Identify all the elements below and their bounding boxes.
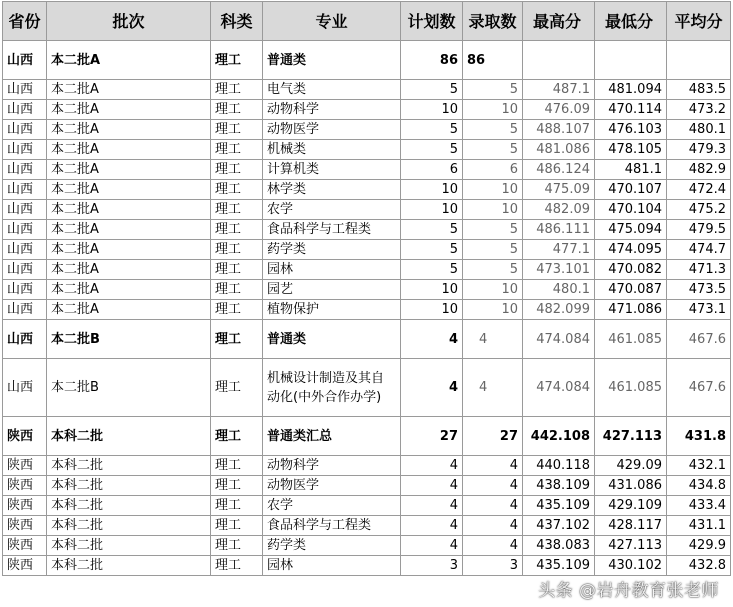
cell-max: 473.101: [523, 260, 595, 280]
cell-batch: 本科二批: [47, 536, 211, 556]
cell-admitted: 4: [463, 476, 523, 496]
cell-major: 普通类汇总: [263, 417, 401, 456]
cell-admitted: 10: [463, 200, 523, 220]
cell-max: 477.1: [523, 240, 595, 260]
table-row: [3, 100, 731, 120]
cell-batch: 本二批A: [47, 260, 211, 280]
cell-max: 440.118: [523, 456, 595, 476]
cell-plan: 5: [401, 140, 463, 160]
cell-province: 山西: [3, 140, 47, 160]
cell-major: 计算机类: [263, 160, 401, 180]
cell-admitted: 10: [463, 180, 523, 200]
cell-min: 470.114: [595, 100, 667, 120]
cell-batch: 本二批A: [47, 280, 211, 300]
table-row: [3, 120, 731, 140]
cell-batch: 本科二批: [47, 456, 211, 476]
cell-province: 山西: [3, 359, 47, 417]
cell-plan: 86: [401, 41, 463, 80]
cell-category: 理工: [211, 160, 263, 180]
cell-category: 理工: [211, 140, 263, 160]
cell-major: 药学类: [263, 536, 401, 556]
cell-min: 427.113: [595, 417, 667, 456]
cell-admitted: 4: [463, 320, 523, 359]
cell-province: 山西: [3, 260, 47, 280]
cell-admitted: 6: [463, 160, 523, 180]
cell-admitted: 10: [463, 100, 523, 120]
cell-avg: 434.8: [667, 476, 731, 496]
cell-category: 理工: [211, 220, 263, 240]
cell-plan: 10: [401, 280, 463, 300]
cell-category: 理工: [211, 556, 263, 576]
cell-batch: 本二批A: [47, 120, 211, 140]
cell-major: 食品科学与工程类: [263, 516, 401, 536]
cell-admitted: 4: [463, 536, 523, 556]
cell-batch: 本二批A: [47, 240, 211, 260]
cell-max: 435.109: [523, 496, 595, 516]
cell-category: 理工: [211, 516, 263, 536]
cell-plan: 5: [401, 240, 463, 260]
cell-plan: 4: [401, 536, 463, 556]
admission-scores-table: [2, 1, 731, 576]
cell-plan: 4: [401, 496, 463, 516]
cell-category: 理工: [211, 120, 263, 140]
cell-min: 470.087: [595, 280, 667, 300]
cell-batch: 本二批A: [47, 140, 211, 160]
header-admitted: 录取数: [463, 2, 523, 41]
cell-major: 动物科学: [263, 100, 401, 120]
header-avg: 平均分: [667, 2, 731, 41]
cell-category: 理工: [211, 280, 263, 300]
cell-batch: 本科二批: [47, 516, 211, 536]
cell-avg: 431.1: [667, 516, 731, 536]
table-row: [3, 180, 731, 200]
cell-plan: 4: [401, 456, 463, 476]
cell-category: 理工: [211, 200, 263, 220]
header-max: 最高分: [523, 2, 595, 41]
cell-category: 理工: [211, 180, 263, 200]
table-row: [3, 220, 731, 240]
cell-avg: 480.1: [667, 120, 731, 140]
cell-avg: 432.1: [667, 456, 731, 476]
cell-avg: [667, 41, 731, 80]
table-row: [3, 260, 731, 280]
table-row: [3, 456, 731, 476]
cell-batch: 本二批A: [47, 41, 211, 80]
cell-plan: 4: [401, 320, 463, 359]
cell-major: 林学类: [263, 180, 401, 200]
cell-max: 480.1: [523, 280, 595, 300]
cell-max: 435.109: [523, 556, 595, 576]
header-plan: 计划数: [401, 2, 463, 41]
cell-min: 481.1: [595, 160, 667, 180]
cell-avg: 474.7: [667, 240, 731, 260]
table-row: [3, 536, 731, 556]
cell-max: 476.09: [523, 100, 595, 120]
cell-plan: 5: [401, 220, 463, 240]
cell-category: 理工: [211, 320, 263, 359]
cell-batch: 本二批A: [47, 180, 211, 200]
cell-avg: 479.5: [667, 220, 731, 240]
cell-major: 动物医学: [263, 476, 401, 496]
cell-avg: 467.6: [667, 320, 731, 359]
cell-plan: 10: [401, 180, 463, 200]
cell-batch: 本科二批: [47, 417, 211, 456]
cell-admitted: 4: [463, 516, 523, 536]
table-row: [3, 556, 731, 576]
cell-plan: 5: [401, 120, 463, 140]
cell-min: 476.103: [595, 120, 667, 140]
cell-plan: 4: [401, 359, 463, 417]
cell-min: 429.109: [595, 496, 667, 516]
cell-major: 动物科学: [263, 456, 401, 476]
table-row: [3, 280, 731, 300]
cell-province: 山西: [3, 320, 47, 359]
cell-admitted: 5: [463, 240, 523, 260]
cell-major: 农学: [263, 496, 401, 516]
cell-avg: 429.9: [667, 536, 731, 556]
cell-max: 481.086: [523, 140, 595, 160]
watermark: 头条 @岩舟教育张老师: [538, 581, 719, 601]
cell-admitted: 27: [463, 417, 523, 456]
cell-avg: 473.1: [667, 300, 731, 320]
cell-max: 487.1: [523, 80, 595, 100]
cell-category: 理工: [211, 41, 263, 80]
cell-major: 农学: [263, 200, 401, 220]
cell-max: 442.108: [523, 417, 595, 456]
cell-max: [523, 41, 595, 80]
table-row: [3, 300, 731, 320]
cell-major: 园艺: [263, 280, 401, 300]
cell-major: 食品科学与工程类: [263, 220, 401, 240]
cell-max: 438.083: [523, 536, 595, 556]
cell-category: 理工: [211, 300, 263, 320]
cell-avg: 483.5: [667, 80, 731, 100]
cell-max: 437.102: [523, 516, 595, 536]
cell-major: 普通类: [263, 320, 401, 359]
cell-batch: 本二批A: [47, 160, 211, 180]
cell-category: 理工: [211, 100, 263, 120]
cell-batch: 本二批A: [47, 100, 211, 120]
cell-admitted: 4: [463, 359, 523, 417]
cell-batch: 本二批B: [47, 359, 211, 417]
cell-province: 陕西: [3, 556, 47, 576]
cell-province: 山西: [3, 80, 47, 100]
cell-batch: 本二批A: [47, 220, 211, 240]
header-min: 最低分: [595, 2, 667, 41]
cell-plan: 6: [401, 160, 463, 180]
cell-category: 理工: [211, 80, 263, 100]
table-row: [3, 359, 731, 417]
cell-province: 山西: [3, 200, 47, 220]
cell-major: 机械类: [263, 140, 401, 160]
cell-min: 461.085: [595, 359, 667, 417]
cell-admitted: 5: [463, 120, 523, 140]
cell-category: 理工: [211, 496, 263, 516]
table-row: [3, 41, 731, 80]
cell-batch: 本科二批: [47, 556, 211, 576]
cell-batch: 本二批A: [47, 80, 211, 100]
table-row: [3, 476, 731, 496]
cell-admitted: 10: [463, 280, 523, 300]
cell-max: 482.09: [523, 200, 595, 220]
cell-province: 陕西: [3, 417, 47, 456]
cell-admitted: 5: [463, 140, 523, 160]
cell-category: 理工: [211, 359, 263, 417]
cell-province: 山西: [3, 300, 47, 320]
cell-province: 山西: [3, 220, 47, 240]
cell-major: 机械设计制造及其自动化(中外合作办学): [263, 359, 401, 417]
cell-min: 470.082: [595, 260, 667, 280]
cell-min: 470.104: [595, 200, 667, 220]
cell-province: 山西: [3, 100, 47, 120]
cell-batch: 本二批B: [47, 320, 211, 359]
cell-max: 486.124: [523, 160, 595, 180]
cell-max: 488.107: [523, 120, 595, 140]
table-row: [3, 320, 731, 359]
cell-max: 482.099: [523, 300, 595, 320]
cell-min: 427.113: [595, 536, 667, 556]
cell-min: 430.102: [595, 556, 667, 576]
cell-province: 山西: [3, 41, 47, 80]
cell-max: 438.109: [523, 476, 595, 496]
cell-plan: 27: [401, 417, 463, 456]
cell-major: 电气类: [263, 80, 401, 100]
cell-avg: 473.2: [667, 100, 731, 120]
cell-province: 山西: [3, 280, 47, 300]
cell-min: 429.09: [595, 456, 667, 476]
cell-avg: 467.6: [667, 359, 731, 417]
cell-plan: 4: [401, 476, 463, 496]
table-row: [3, 240, 731, 260]
cell-avg: 479.3: [667, 140, 731, 160]
cell-major: 药学类: [263, 240, 401, 260]
cell-major: 动物医学: [263, 120, 401, 140]
cell-batch: 本科二批: [47, 476, 211, 496]
cell-admitted: 5: [463, 220, 523, 240]
cell-plan: 5: [401, 80, 463, 100]
table-row: [3, 417, 731, 456]
cell-avg: 431.8: [667, 417, 731, 456]
cell-major: 普通类: [263, 41, 401, 80]
cell-province: 山西: [3, 120, 47, 140]
cell-province: 陕西: [3, 536, 47, 556]
cell-batch: 本科二批: [47, 496, 211, 516]
cell-province: 陕西: [3, 476, 47, 496]
cell-avg: 473.5: [667, 280, 731, 300]
cell-batch: 本二批A: [47, 300, 211, 320]
cell-plan: 3: [401, 556, 463, 576]
cell-max: 486.111: [523, 220, 595, 240]
cell-plan: 10: [401, 200, 463, 220]
cell-province: 陕西: [3, 456, 47, 476]
table-row: [3, 200, 731, 220]
cell-province: 陕西: [3, 496, 47, 516]
cell-min: 471.086: [595, 300, 667, 320]
cell-min: 481.094: [595, 80, 667, 100]
cell-major: 园林: [263, 556, 401, 576]
cell-admitted: 4: [463, 496, 523, 516]
cell-admitted: 3: [463, 556, 523, 576]
header-row: [3, 2, 731, 41]
cell-min: [595, 41, 667, 80]
cell-max: 474.084: [523, 359, 595, 417]
table-row: [3, 160, 731, 180]
cell-admitted: 5: [463, 260, 523, 280]
cell-avg: 433.4: [667, 496, 731, 516]
cell-admitted: 4: [463, 456, 523, 476]
cell-plan: 4: [401, 516, 463, 536]
header-major: 专业: [263, 2, 401, 41]
header-province: 省份: [3, 2, 47, 41]
cell-category: 理工: [211, 536, 263, 556]
cell-province: 山西: [3, 160, 47, 180]
cell-category: 理工: [211, 456, 263, 476]
cell-plan: 10: [401, 100, 463, 120]
cell-avg: 432.8: [667, 556, 731, 576]
cell-min: 428.117: [595, 516, 667, 536]
cell-max: 474.084: [523, 320, 595, 359]
cell-min: 461.085: [595, 320, 667, 359]
header-category: 科类: [211, 2, 263, 41]
cell-major: 园林: [263, 260, 401, 280]
cell-min: 474.095: [595, 240, 667, 260]
cell-batch: 本二批A: [47, 200, 211, 220]
cell-min: 431.086: [595, 476, 667, 496]
cell-province: 陕西: [3, 516, 47, 536]
cell-admitted: 86: [463, 41, 523, 80]
cell-category: 理工: [211, 476, 263, 496]
cell-admitted: 10: [463, 300, 523, 320]
cell-admitted: 5: [463, 80, 523, 100]
cell-category: 理工: [211, 260, 263, 280]
cell-category: 理工: [211, 417, 263, 456]
header-batch: 批次: [47, 2, 211, 41]
cell-province: 山西: [3, 240, 47, 260]
cell-min: 470.107: [595, 180, 667, 200]
table-row: [3, 140, 731, 160]
cell-province: 山西: [3, 180, 47, 200]
cell-plan: 5: [401, 260, 463, 280]
table-row: [3, 516, 731, 536]
cell-avg: 471.3: [667, 260, 731, 280]
cell-major: 植物保护: [263, 300, 401, 320]
cell-min: 475.094: [595, 220, 667, 240]
cell-avg: 472.4: [667, 180, 731, 200]
cell-max: 475.09: [523, 180, 595, 200]
cell-plan: 10: [401, 300, 463, 320]
table-row: [3, 496, 731, 516]
cell-avg: 482.9: [667, 160, 731, 180]
cell-category: 理工: [211, 240, 263, 260]
cell-avg: 475.2: [667, 200, 731, 220]
table-row: [3, 80, 731, 100]
cell-min: 478.105: [595, 140, 667, 160]
